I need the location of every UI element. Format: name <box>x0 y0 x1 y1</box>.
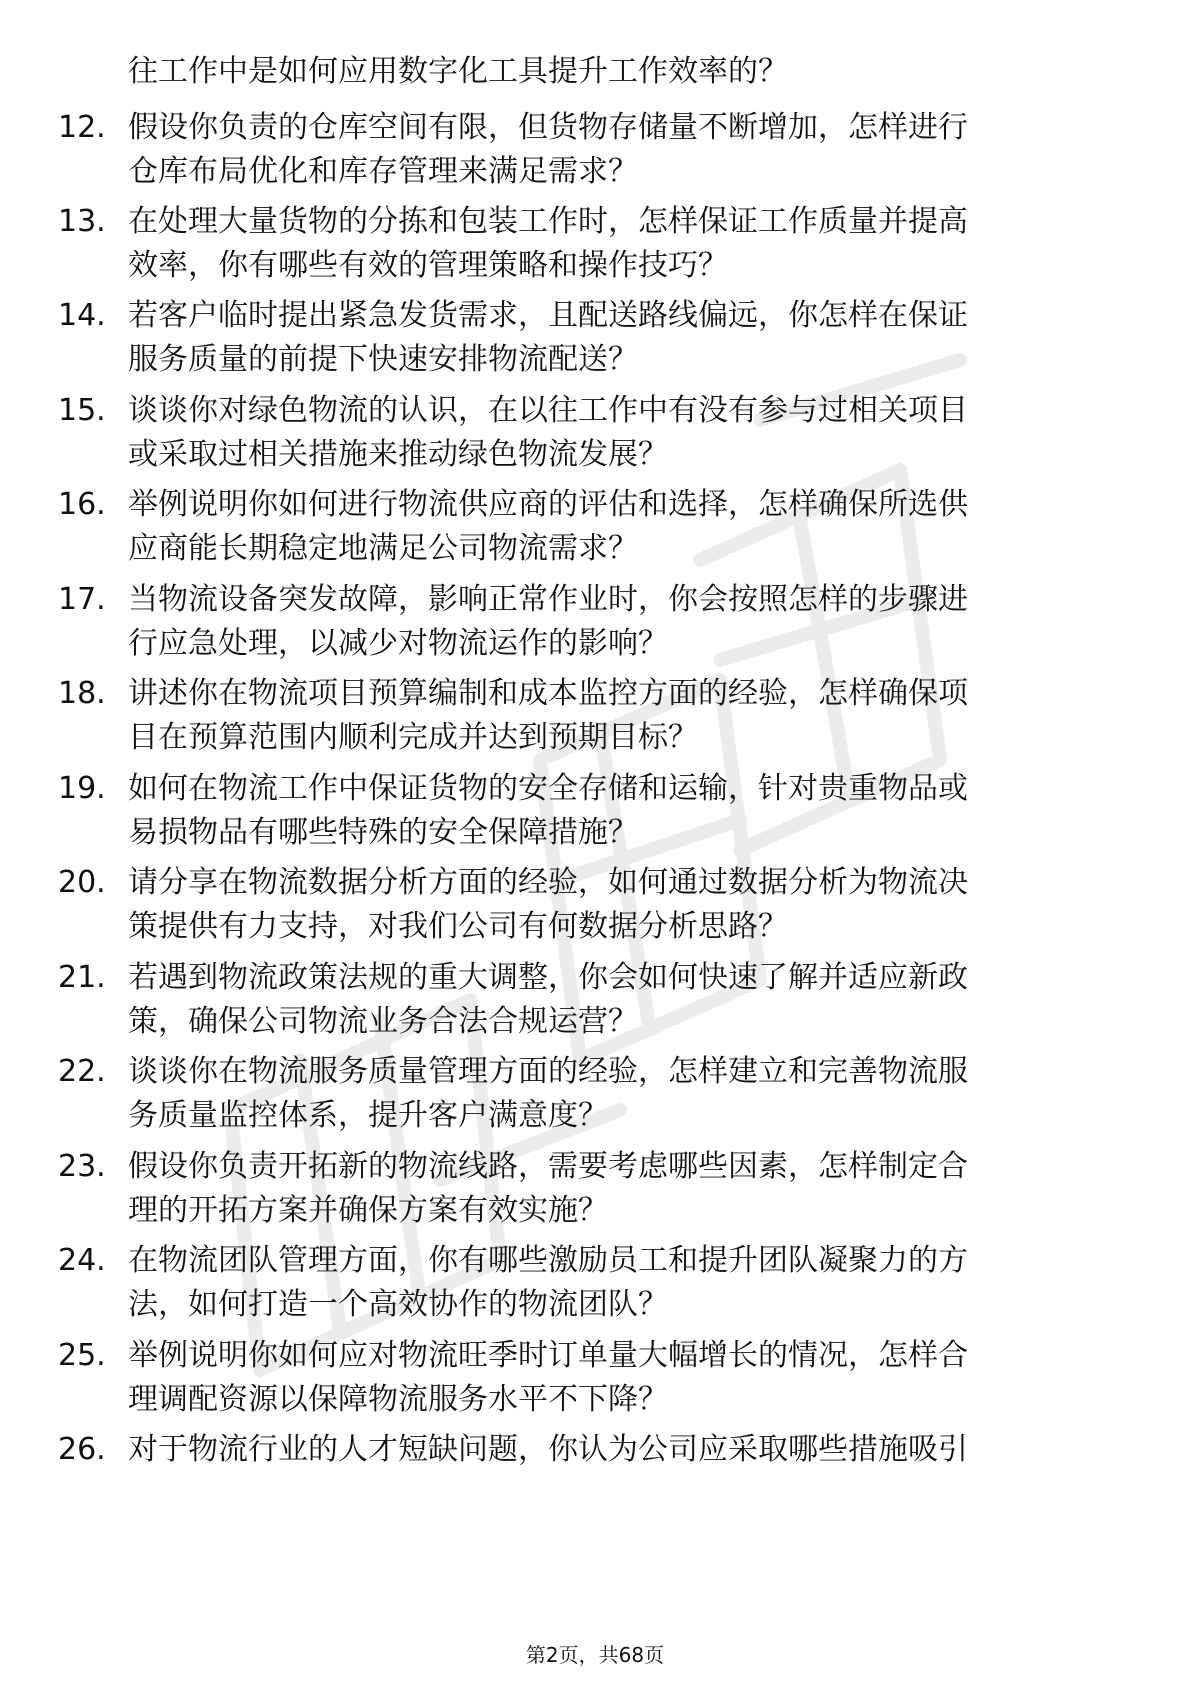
question-number: 15. <box>58 393 106 428</box>
question-number: 20. <box>58 865 106 900</box>
question-text <box>128 106 1168 194</box>
question-line: 如何在物流工作中保证货物的安全存储和运输，针对贵重物品或 <box>128 771 968 806</box>
question-line: 策，确保公司物流业务合法合规运营？ <box>128 1004 638 1039</box>
question-number: 25. <box>58 1338 106 1373</box>
question-number: 22. <box>58 1054 106 1089</box>
question-text <box>128 767 1168 855</box>
question-text <box>128 389 1168 477</box>
question-line: 易损物品有哪些特殊的安全保障措施？ <box>128 815 638 850</box>
question-item <box>58 767 1138 857</box>
question-number: 14. <box>58 298 106 333</box>
question-line: 讲述你在物流项目预算编制和成本监控方面的经验，怎样确保项 <box>128 676 968 711</box>
question-line: 举例说明你如何应对物流旺季时订单量大幅增长的情况，怎样合 <box>128 1338 968 1373</box>
question-item <box>58 672 1138 762</box>
question-text <box>128 1050 1168 1138</box>
question-text <box>128 200 1168 288</box>
question-line: 或采取过相关措施来推动绿色物流发展？ <box>128 437 668 472</box>
question-text <box>128 578 1168 666</box>
question-item <box>58 294 1138 384</box>
question-item <box>58 1050 1138 1140</box>
question-item <box>58 389 1138 479</box>
question-line: 仓库布局优化和库存管理来满足需求？ <box>128 154 638 189</box>
question-line: 若遇到物流政策法规的重大调整，你会如何快速了解并适应新政 <box>128 960 968 995</box>
question-item <box>58 956 1138 1046</box>
question-number: 24. <box>58 1243 106 1278</box>
question-item <box>58 200 1138 290</box>
question-number: 16. <box>58 487 106 522</box>
question-line: 举例说明你如何进行物流供应商的评估和选择，怎样确保所选供 <box>128 487 968 522</box>
question-text <box>128 1239 1168 1327</box>
question-line: 假设你负责的仓库空间有限，但货物存储量不断增加，怎样进行 <box>128 110 968 145</box>
question-line: 应商能长期稳定地满足公司物流需求？ <box>128 531 638 566</box>
question-line: 务质量监控体系，提升客户满意度？ <box>128 1098 608 1133</box>
question-number: 21. <box>58 960 106 995</box>
question-number: 19. <box>58 771 106 806</box>
question-text <box>128 956 1168 1044</box>
question-item <box>58 1145 1138 1235</box>
question-line: 在物流团队管理方面，你有哪些激励员工和提升团队凝聚力的方 <box>128 1243 968 1278</box>
question-line: 策提供有力支持，对我们公司有何数据分析思路？ <box>128 909 788 944</box>
question-text <box>128 483 1168 571</box>
question-line <box>128 1472 1168 1516</box>
question-item <box>58 578 1138 668</box>
question-text <box>128 1145 1168 1233</box>
question-text <box>128 1334 1168 1422</box>
question-line: 谈谈你在物流服务质量管理方面的经验，怎样建立和完善物流服 <box>128 1054 968 1089</box>
question-line: 对于物流行业的人才短缺问题，你认为公司应采取哪些措施吸引 <box>128 1432 968 1467</box>
question-number: 13. <box>58 204 106 239</box>
question-line: 请分享在物流数据分析方面的经验，如何通过数据分析为物流决 <box>128 865 968 900</box>
question-number: 23. <box>58 1149 106 1184</box>
question-item <box>58 1239 1138 1329</box>
question-line: 目在预算范围内顺利完成并达到预期目标？ <box>128 720 698 755</box>
question-item <box>58 483 1138 573</box>
question-number: 17. <box>58 582 106 617</box>
question-text <box>128 672 1168 760</box>
question-line: 谈谈你对绿色物流的认识，在以往工作中有没有参与过相关项目 <box>128 393 968 428</box>
question-line: 法，如何打造一个高效协作的物流团队？ <box>128 1287 668 1322</box>
question-item <box>58 106 1138 196</box>
question-line: 在处理大量货物的分拣和包装工作时，怎样保证工作质量并提高 <box>128 204 968 239</box>
question-line <box>128 1522 1168 1566</box>
question-line: 服务质量的前提下快速安排物流配送？ <box>128 342 638 377</box>
question-line: 若客户临时提出紧急发货需求，且配送路线偏远，你怎样在保证 <box>128 298 968 333</box>
question-text <box>128 1428 1168 1516</box>
question-item <box>58 1522 1138 1612</box>
question-line: 理调配资源以保障物流服务水平不下降？ <box>128 1382 668 1417</box>
question-item <box>58 1428 1138 1518</box>
question-number: 26. <box>58 1432 106 1467</box>
question-line: 当物流设备突发故障，影响正常作业时，你会按照怎样的步骤进 <box>128 582 968 617</box>
question-line: 行应急处理，以减少对物流运作的影响？ <box>128 626 668 661</box>
question-item <box>58 861 1138 951</box>
question-number: 18. <box>58 676 106 711</box>
continued-question-text: 往工作中是如何应用数字化工具提升工作效率的？ <box>128 54 788 89</box>
question-line: 假设你负责开拓新的物流线路，需要考虑哪些因素，怎样制定合 <box>128 1149 968 1184</box>
question-text <box>128 861 1168 949</box>
question-line: 理的开拓方案并确保方案有效实施？ <box>128 1193 608 1228</box>
question-line: 效率，你有哪些有效的管理策略和操作技巧？ <box>128 248 728 283</box>
question-text <box>128 294 1168 382</box>
question-number: 12. <box>58 110 106 145</box>
page-number-footer: 第2页，共68页 <box>525 1643 665 1667</box>
question-text <box>128 1522 1168 1566</box>
question-item <box>58 1334 1138 1424</box>
